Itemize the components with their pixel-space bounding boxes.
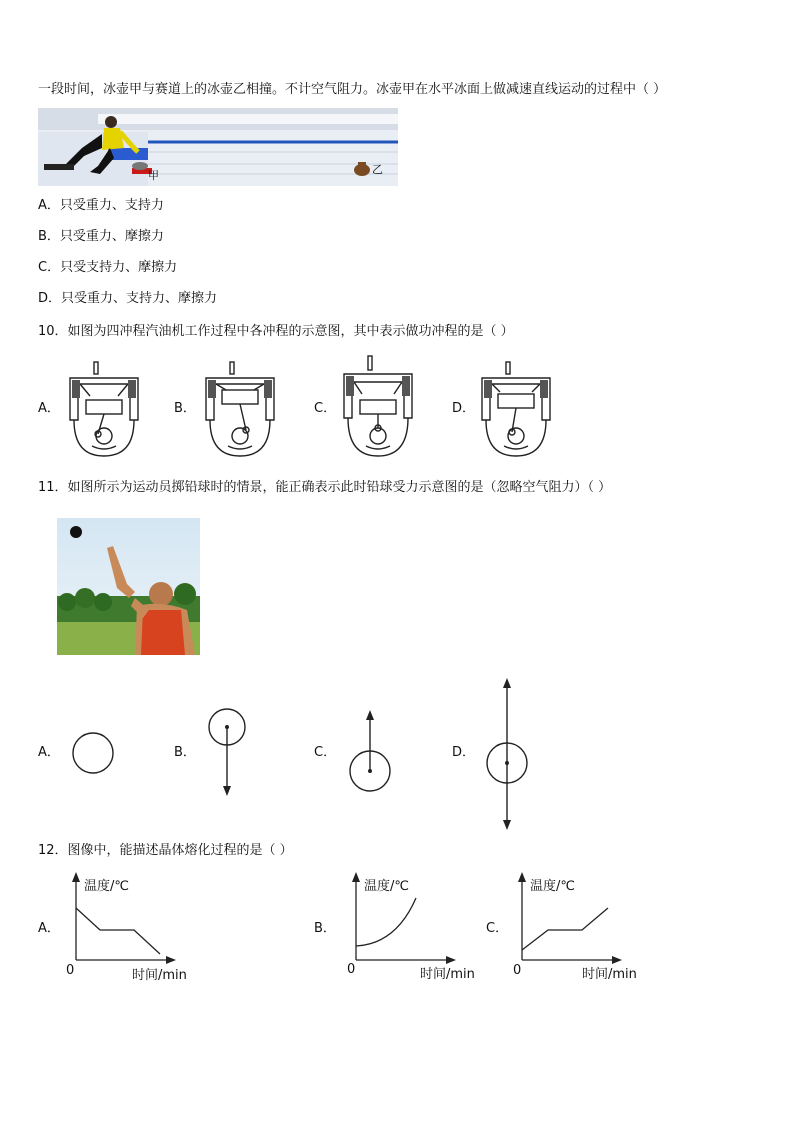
q11-stem: 11．如图所示为运动员掷铅球时的情景，能正确表示此时铅球受力示意图的是（忽略空气阻力）（ ） bbox=[38, 480, 612, 495]
q10-stem: 10．如图为四冲程汽油机工作过程中各冲程的示意图，其中表示做功冲程的是（ ） bbox=[38, 324, 514, 339]
q11-label-b: B． bbox=[174, 745, 196, 760]
q11-label-c: C． bbox=[314, 745, 337, 760]
q12-label-a: A． bbox=[38, 921, 60, 936]
q11-label-a: A． bbox=[38, 745, 60, 760]
force-diagram-d bbox=[484, 678, 530, 830]
force-diagram-c bbox=[346, 710, 394, 796]
graph-a-x-label: 时间/min bbox=[132, 968, 187, 983]
q12-label-c: C． bbox=[486, 921, 509, 936]
q10-label-c: C． bbox=[314, 401, 337, 416]
shot-put-photo bbox=[57, 518, 200, 655]
q10-label-b: B． bbox=[174, 401, 196, 416]
curling-photo bbox=[38, 108, 398, 186]
q9-option-c: C．只受支持力、摩擦力 bbox=[38, 260, 178, 275]
curling-label-yi: 乙 bbox=[372, 163, 383, 176]
q9-option-b: B．只受重力、摩擦力 bbox=[38, 229, 164, 244]
q10-label-a: A． bbox=[38, 401, 60, 416]
q9-stem: 一段时间，冰壶甲与赛道上的冰壶乙相撞。不计空气阻力。冰壶甲在水平冰面上做减速直线运动的过程中（ ） bbox=[38, 82, 667, 97]
q10-label-d: D． bbox=[452, 401, 476, 416]
graph-a-origin: 0 bbox=[66, 963, 75, 978]
graph-c-origin: 0 bbox=[513, 963, 522, 978]
engine-diagram-d bbox=[476, 360, 556, 460]
q12-label-b: B． bbox=[314, 921, 336, 936]
force-diagram-a bbox=[68, 728, 118, 778]
graph-c-x-label: 时间/min bbox=[582, 967, 637, 982]
graph-b-x-label: 时间/min bbox=[420, 967, 475, 982]
q12-stem: 12．图像中，能描述晶体熔化过程的是（ ） bbox=[38, 843, 293, 858]
curling-label-jia: 甲 bbox=[148, 169, 159, 182]
graph-b-y-label: 温度/℃ bbox=[364, 879, 409, 894]
q9-option-a: A．只受重力、支持力 bbox=[38, 198, 164, 213]
graph-b-origin: 0 bbox=[347, 962, 356, 977]
force-diagram-b bbox=[206, 706, 248, 798]
engine-diagram-b bbox=[200, 360, 280, 460]
graph-a-y-label: 温度/℃ bbox=[84, 879, 129, 894]
q11-label-d: D． bbox=[452, 745, 476, 760]
engine-diagram-c bbox=[338, 354, 418, 460]
engine-diagram-a bbox=[64, 360, 144, 460]
graph-c-y-label: 温度/℃ bbox=[530, 879, 575, 894]
q9-option-d: D．只受重力、支持力、摩擦力 bbox=[38, 291, 218, 306]
